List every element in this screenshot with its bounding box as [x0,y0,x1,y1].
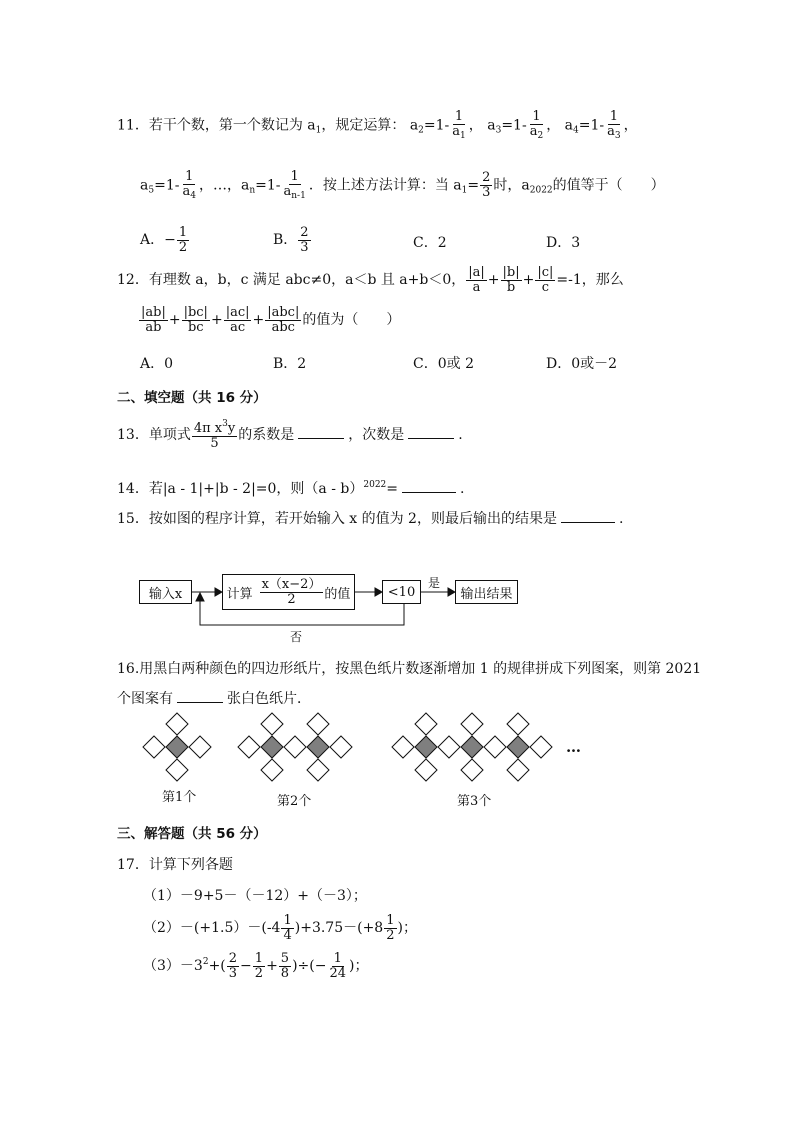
q16-caption-2: 第2个 [277,794,312,809]
fig1-black-tile [166,736,188,758]
q17-p3-frac2: $\frac{1}{2}$ [254,951,264,981]
q12-option-a: A．0 [140,356,174,372]
fig2-black-tile [307,736,329,758]
q16-line1: 16.用黑白两种颜色的四边形纸片，按黑色纸片数逐渐增加 1 的规律拼成下列图案，则第 2021 [117,661,702,677]
q14-line: 14．若|a - 1|+|b - 2|=0，则（a - b）$^{2022}$= . [117,480,465,497]
q11-frac-an: $\frac{1}{a_{n-1}}$ [283,169,306,201]
q16-caption-3: 第3个 [457,794,492,809]
q16-line2: 个图案有 张白色纸片． [117,691,311,707]
fig3-white-tile [415,713,437,735]
q12-frac-abc: $\frac{\text{|abc|}}{\text{abc}}$ [267,305,300,335]
q12-option-c: C．0或 2 [413,356,474,372]
q11-frac-a4: $\frac{1}{a_3}$ [607,109,621,141]
q17-p2-frac2: $\frac{1}{2}$ [386,913,395,943]
q17-p3-frac4: $\frac{1}{24}$ [329,951,347,981]
q12-frac-b: $\frac{|b|}{b}$ [502,265,520,295]
q12-option-b: B．2 [273,356,307,372]
q11-frac-a3: $\frac{1}{a_2}$ [529,109,544,141]
fig3-white-tile [507,713,529,735]
fig3-black-tile [507,736,529,758]
fig3-white-tile [438,736,460,758]
q11-option-a: A．− $\frac{1}{2}$ [140,225,188,255]
q11-option-b: B． $\frac{2}{3}$ [273,225,309,255]
fig3-white-tile [415,759,437,781]
q17-part1: （1）－9+5－（－12）+（－3）； [143,888,367,904]
q17-p2-frac1: $\frac{1}{4}$ [283,913,292,943]
q11-a1-sub: 1 [315,125,322,136]
q17-p3-frac1: $\frac{2}{3}$ [228,951,238,981]
fig1-white-tile [143,736,165,758]
q15-box-calc: 计算 $\frac{x(x-2)}{2}$ 的值 [222,574,355,610]
fig2-white-tile [284,736,306,758]
fig2-white-tile [238,736,260,758]
q12-frac-c: $\frac{|c|}{c}$ [537,265,554,295]
q12-option-d: D．0或－2 [546,356,618,372]
q12-frac-bc: $\frac{|bc|}{bc}$ [183,305,208,335]
fig3-white-tile [530,736,552,758]
q15-box-condition: <10 [382,580,421,604]
q15-box-input: 输入x [139,580,192,604]
fig1-white-tile [166,759,188,781]
q13-monomial-frac: $\frac{4\pi x^3y}{5}$ [193,419,236,451]
q15-label-yes: 是 [428,576,441,590]
section-2-heading: 二、填空题（共 16 分） [117,390,267,406]
q11-line1: 11．若干个数，第一个数记为 $a_1$，规定运算： $a_2=1-$ $\frac{1}{a_1}$ ， $a_3=1-$ $\frac{1}{a_2}$ ， $a_4=1-$ $\frac{1}{a_3}$ ， [117,109,638,141]
q17-p3-frac3: $\frac{5}{8}$ [280,951,290,981]
q11-frac-a5: $\frac{1}{a_4}$ [182,169,196,201]
q11-opt-b-frac: $\frac{2}{3}$ [300,225,309,255]
q12-line2: $\frac{|ab|}{ab}$ + $\frac{|bc|}{bc}$ + $\frac{|ac|}{ac}$ + $\frac{\text{|abc|}}{\text{abc}}$ 的值为（ ） [141,305,401,335]
q12-frac-ab: $\frac{|ab|}{ab}$ [141,305,166,335]
fig3-white-tile [507,759,529,781]
q11-frac-a1val: $\frac{2}{3}$ [482,170,491,201]
q12-frac-ac: $\frac{|ac|}{ac}$ [225,305,250,335]
q11-a1-sub2: 1 [461,185,468,196]
q16-caption-1: 第1个 [162,790,197,805]
q11-frac-a2: $\frac{1}{a_1}$ [452,109,466,141]
section-3-heading: 三、解答题（共 56 分） [117,826,267,842]
fig2-white-tile [261,759,283,781]
q17-title: 17．计算下列各题 [117,857,233,873]
q17-part2: （2）－(+1.5）－(-4 $\frac{1}{4}$ )+3.75－(+8 $\frac{1}{2}$ )； [143,913,417,943]
fig2-white-tile [330,736,352,758]
q17-part3: $(3)-3^2+$( $\frac{2}{3}$ − $\frac{1}{2}$ + $\frac{5}{8}$ )÷(− $\frac{1}{24}$ )； [143,951,369,981]
q12-frac-a: $\frac{|a|}{a}$ [468,265,485,295]
fig3-white-tile [461,713,483,735]
fig2-white-tile [261,713,283,735]
fig3-black-tile [461,736,483,758]
fig2-black-tile [261,736,283,758]
q16-ellipsis: … [566,738,581,756]
fig3-black-tile [415,736,437,758]
fig1-white-tile [189,736,211,758]
q15-label-no: 否 [290,630,303,644]
q11-option-d: D．3 [546,235,581,251]
q11-opt-a-frac: $\frac{1}{2}$ [178,225,188,255]
q15-calc-frac: $\frac{x(x-2)}{2}$ [261,576,322,607]
q15-line: 15．按如图的程序计算，若开始输入 x 的值为 2，则最后输出的结果是 . [117,511,624,527]
fig3-white-tile [484,736,506,758]
fig3-white-tile [392,736,414,758]
fig2-white-tile [307,759,329,781]
fig3-white-tile [461,759,483,781]
q11-option-c: C．2 [413,235,447,251]
fig1-white-tile [166,713,188,735]
q11-line2: $a_5=1-$ $\frac{1}{a_4}$ ，…，$a_n=1-$ $\frac{1}{a_{n-1}}$ ．按上述方法计算：当 $a_1=$ $\frac{2}{3}$ 时，$a_{2022}$的值等于（ ） [140,169,665,201]
q15-box-output: 输出结果 [455,580,518,604]
q13-line: 13．单项式 $\frac{4\pi x^3y}{5}$ 的系数是 ，次数是 . [117,419,463,451]
q12-line1: 12．有理数 a，b，c 满足 abc≠0，a＜b 且 a+b＜0， $\frac{|a|}{a}$ + $\frac{|b|}{b}$ + $\frac{|c|}{c}$ =-1，那么 [117,265,624,295]
fig2-white-tile [307,713,329,735]
